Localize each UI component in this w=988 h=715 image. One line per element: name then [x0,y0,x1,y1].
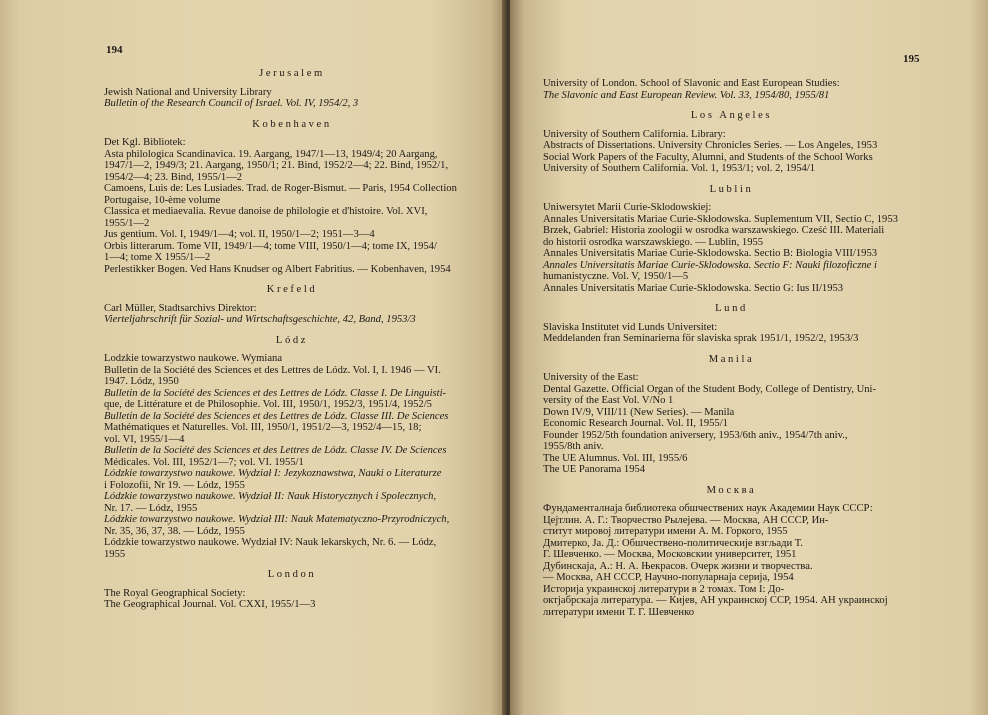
entry-line: Perlestikker Bogen. Ved Hans Knudser og Albert Fabritius. — Kobenhaven, 1954 [104,263,451,275]
entry-line: Abstracts of Dissertations. University Chronicles Series. — Los Angeles, 1953 [543,140,878,151]
entry-line: 1955/8th aniv. [543,441,604,452]
entry-line: que, de Littérature et de Philosophie. Vol. III, 1950/1, 1952/3, 1951/4, 1952/5 [104,399,432,410]
entry-line: Vierteljahrschrift für Sozial- und Wirtschaftsgeschichte, 42, Band, 1953/3 [104,314,416,325]
entry-line: University of London. School of Slavonic and East European Studies: [543,78,840,89]
entry-line: литератури имени Т. Г. Шевченко [543,606,695,618]
entry-line: Дубинскаја, А.: Н. А. Њекрасов. Очерк жизни и творчества. [543,560,813,572]
entry-line: University of the East: [543,372,639,383]
entry-line: versity of the East Vol. V/No 1 [543,395,674,406]
entry-line: Orbis litterarum. Tome VII, 1949/1—4; tome VIII, 1950/1—4; tome IX, 1954/ [104,240,437,252]
entry-line: Историја украинској литератури в 2 томах. Том I: До- [543,583,785,595]
right-page [510,0,988,715]
entry-line: University of Southern California. Library: [543,128,726,140]
entry-line: The Geographical Journal. Vol. CXXI, 1955/1—3 [104,599,316,610]
entry-line: The Slavonic and East European Review. Vol. 33, 1954/80, 1955/81 [543,89,830,101]
section-heading: Lund [715,303,748,314]
section-heading: Los Angeles [690,110,773,121]
entry-line: Asta philologica Scandinavica. 19. Aargang, 1947/1—13, 1949/4; 20 Aargang, [104,148,438,160]
entry-line: University of Southern California. Vol. 1, 1953/1; vol. 2, 1954/1 [543,163,816,174]
entry-line: Lódzkie towarzystwo naukowe. Wydział II: Nauk Historycznych i Spolecznych, [104,491,437,502]
entry-line: Carl Müller, Stadtsarchivs Direktor: [104,302,257,314]
entry-line: ститут мировој литератури имени А. М. Горкого, 1955 [543,526,788,537]
entry-line: 1—4; tome X 1955/1—2 [104,252,211,263]
entry-line: Bulletin de la Société des Sciences et des Lettres de Lódz. Classe III. De Sciences [104,410,449,422]
section-heading: Jerusalem [259,68,325,79]
entry-line: humanistyczne. Vol. V, 1950/1—5 [543,271,689,282]
entry-line: Classica et mediaevalia. Revue danoise de philologie et d'histoire. Vol. XVI, [104,206,428,217]
section-heading: Москва [706,484,757,496]
entry-line: Дмитерко, Ја. Д.: Обшчествено-политическије взгљади Т. [543,537,803,549]
entry-line: Jus gentium. Vol. I, 1949/1—4; vol. II, 1950/1—2; 1951—3—4 [104,229,375,240]
entry-line: Annales Universitatis Mariae Curie-Skłodowska. Suplementum VII, Sectio C, 1953 [543,213,898,225]
entry-line: do historii osrodka warszawskiego. — Lublin, 1955 [543,236,764,248]
entry-line: Founder 1952/5th foundation aniversery, 1953/6th aniv., 1954/7th aniv., [543,429,848,441]
entry-line: i Folozofii, Nr 19. — Lódz, 1955 [104,479,245,491]
entry-line: 1955 [104,548,126,560]
entry-line: Dental Gazette. Official Organ of the Student Body, College of Dentistry, Uni- [543,383,877,395]
entry-line: Bulletin of the Research Council of Israel. Vol. IV, 1954/2, 3 [104,98,359,109]
entry-line: Jewish National and University Library [104,86,272,98]
entry-line: 1947/1—2, 1949/3; 21. Aargang, 1950/1; 21. Bind, 1952/2—4; 22. Bind, 1952/1, [104,160,449,171]
entry-line: Lódzkie towarzystwo naukowe. Wydział IV: Nauk lekarskych, Nr. 6. — Lódz, [104,537,437,548]
section-heading: Kobenhaven [252,118,332,130]
entry-line: Фундаменталнаја библиотека обшчествених наук Академии Наук СССР: [543,503,873,514]
section-heading: Lublin [709,183,754,195]
entry-line: Det Kgl. Bibliotek: [104,137,186,148]
entry-line: 1955/1—2 [104,217,150,229]
entry-line: 1954/2—4; 23. Bind, 1955/1—2 [104,171,243,183]
entry-line: Médicales. Vol. III, 1952/1—7; vol. VI. 1955/1 [104,456,304,468]
entry-line: Camoens, Luis de: Les Lusiades. Trad. de Roger-Bismut. — Paris, 1954 Collection [104,183,457,194]
entry-line: The UE Alumnus. Vol. III, 1955/6 [543,452,688,464]
section-heading: London [267,569,317,580]
entry-line: — Москва, АН СССР, Научно-популарнаја серија, 1954 [543,572,794,583]
entry-line: Nr. 17. — Lódz, 1955 [104,502,198,514]
entry-line: Portugaise, 10-ème volume [104,194,221,206]
entry-line: Brzek, Gabriel: Historia zoologii w osrodka warszawskiego. Cześć III. Materiali [543,225,885,236]
section-heading: Manila [708,353,755,365]
entry-line: vol. VI, 1955/1—4 [104,433,185,445]
entry-line: Mathématiques et Naturelles. Vol. III, 1950/1, 1951/2—3, 1952/4—15, 18; [104,422,422,433]
entry-line: Bulletin de la Société des Sciences et des Lettres de Lódz. Vol. I, I. 1946 — VI. [104,364,441,376]
entry-line: Цејтлин. А. Г.: Творчество Рылејева. — Москва, АН СССР, Ин- [543,514,829,526]
entry-line: Social Work Papers of the Faculty, Alumni, and Students of the School Works [543,151,873,163]
entry-line: The Royal Geographical Society: [104,587,246,599]
entry-line: 1947. Lódz, 1950 [104,376,179,387]
entry-line: Economic Research Journal. Vol. II, 1955/1 [543,418,728,429]
entry-line: Annales Universitatis Mariae Curie-Sklodowska. Sectio F: Nauki filozoficzne i [543,259,877,271]
entry-line: Nr. 35, 36, 37, 38. — Lódz, 1955 [104,525,245,537]
entry-line: Down IV/9, VIII/11 (New Series). — Manila [543,406,735,418]
entry-line: Lódzkie towarzystwo naukowe. Wydział I: Jezykoznawstwa, Nauki o Literaturze [104,468,442,479]
right-page-text [543,78,920,618]
section-heading: Lódz [275,334,309,346]
page-number: 194 [106,44,123,56]
entry-line: Meddelanden fran Seminarierna för slaviska sprak 1951/1, 1952/2, 1953/3 [543,333,859,344]
entry-line: октјабрскаја литература. — Кијев, АН украинској ССР, 1954. АН украинској [543,595,888,606]
entry-line: Г. Шевченко. — Москва, Московскии университет, 1951 [543,549,797,560]
entry-line: The UE Panorama 1954 [543,464,646,475]
entry-line: Bulletin de la Société des Sciences et des Lettres de Lódz. Classe I. De Linguisti- [104,387,447,399]
entry-line: Annales Universitatis Mariae Curie-Sklodowska. Sectio B: Biologia VIII/1953 [543,248,878,259]
entry-line: Lodzkie towarzystwo naukowe. Wymiana [104,353,283,364]
entry-line: Uniwersytet Marii Curie-Sklodowskiej: [543,202,712,213]
entry-line: Slaviska Institutet vid Lunds Universitet: [543,321,718,333]
entry-line: Annales Universitatis Mariae Curie-Sklodowska. Sectio G: Ius II/1953 [543,282,844,294]
entry-line: Bulletin de la Société des Sciences et des Lettres de Lódz. Classe IV. De Sciences [104,445,447,456]
page-number: 195 [903,53,920,65]
section-heading: Krefeld [266,284,318,295]
left-page-text [104,68,480,611]
entry-line: Lódzkie towarzystwo naukowe. Wydział III: Nauk Matematyczno-Przyrodniczych, [104,514,450,525]
